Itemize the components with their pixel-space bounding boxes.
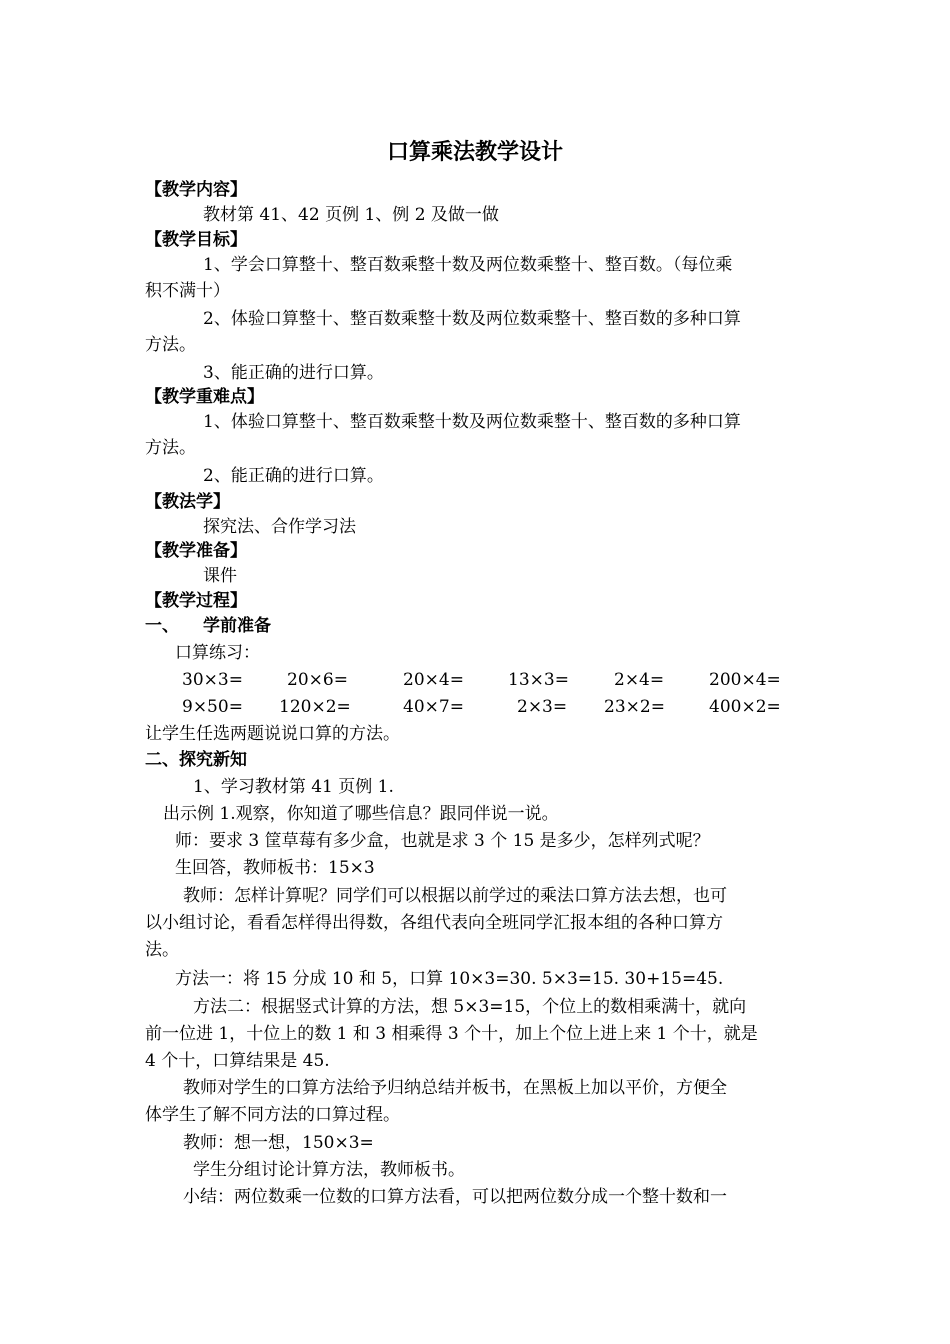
oral-item: 30×3=	[182, 670, 243, 690]
section-heading-process: 【教学过程】	[145, 591, 247, 611]
paragraph: 教师对学生的口算方法给予归纳总结并板书，在黑板上加以平价，方便全	[183, 1078, 727, 1098]
paragraph: 法。	[145, 940, 179, 960]
goal-2-line-2: 方法。	[145, 335, 196, 355]
oral-note: 让学生任选两题说说口算的方法。	[145, 724, 400, 744]
paragraph: 以小组讨论，看看怎样得出得数，各组代表向全班同学汇报本组的各种口算方	[145, 913, 723, 933]
paragraph: 师：要求 3 筐草莓有多少盒，也就是求 3 个 15 是多少，怎样列式呢？	[175, 831, 710, 851]
paragraph: 出示例 1.观察，你知道了哪些信息？跟同伴说一说。	[163, 804, 559, 824]
paragraph: 学生分组讨论计算方法，教师板书。	[193, 1160, 465, 1180]
oral-practice-label: 口算练习：	[175, 643, 260, 663]
section-heading-goals: 【教学目标】	[145, 230, 247, 250]
goal-2-line-1: 2、体验口算整十、整百数乘整十数及两位数乘整十、整百数的多种口算	[203, 309, 741, 329]
paragraph: 生回答，教师板书：15×3	[175, 858, 375, 878]
paragraph: 小结：两位数乘一位数的口算方法看，可以把两位数分成一个整十数和一	[183, 1187, 727, 1207]
oral-item: 9×50=	[182, 697, 243, 717]
section-heading-key-points: 【教学重难点】	[145, 387, 264, 407]
paragraph: 1、学习教材第 41 页例 1.	[193, 777, 394, 797]
oral-item: 2×3=	[517, 697, 568, 717]
goal-3: 3、能正确的进行口算。	[203, 363, 384, 383]
oral-item: 2×4=	[614, 670, 665, 690]
paragraph: 前一位进 1，十位上的数 1 和 3 相乘得 3 个十，加上个位上进上来 1 个十，就是	[145, 1024, 758, 1044]
key-2: 2、能正确的进行口算。	[203, 466, 384, 486]
paragraph: 教师：怎样计算呢？同学们可以根据以前学过的乘法口算方法去想，也可	[183, 886, 727, 906]
oral-item: 120×2=	[279, 697, 351, 717]
goal-1-line-1: 1、学会口算整十、整百数乘整十数及两位数乘整十、整百数。（每位乘	[203, 255, 733, 275]
oral-item: 23×2=	[604, 697, 665, 717]
paragraph: 4 个十，口算结果是 45.	[145, 1051, 330, 1071]
key-1-line-2: 方法。	[145, 438, 196, 458]
goal-1-line-2: 积不满十）	[145, 281, 230, 301]
oral-item: 20×6=	[287, 670, 348, 690]
section-heading-content: 【教学内容】	[145, 180, 247, 200]
part-1-number: 一、	[145, 616, 179, 636]
content-text: 教材第 41、42 页例 1、例 2 及做一做	[203, 205, 499, 225]
preparation-text: 课件	[203, 566, 237, 586]
key-1-line-1: 1、体验口算整十、整百数乘整十数及两位数乘整十、整百数的多种口算	[203, 412, 741, 432]
oral-item: 20×4=	[403, 670, 464, 690]
paragraph: 体学生了解不同方法的口算过程。	[145, 1105, 400, 1125]
paragraph: 方法一：将 15 分成 10 和 5，口算 10×3=30. 5×3=15. 30+15=45.	[175, 969, 724, 989]
paragraph: 方法二：根据竖式计算的方法，想 5×3=15，个位上的数相乘满十，就向	[193, 997, 747, 1017]
document-title: 口算乘法教学设计	[386, 140, 563, 165]
part-2-title: 二、探究新知	[145, 750, 247, 770]
part-1-title: 学前准备	[203, 616, 271, 636]
oral-item: 13×3=	[508, 670, 569, 690]
oral-item: 400×2=	[709, 697, 781, 717]
oral-item: 200×4=	[709, 670, 781, 690]
section-heading-preparation: 【教学准备】	[145, 541, 247, 561]
paragraph: 教师：想一想，150×3=	[183, 1133, 374, 1153]
oral-item: 40×7=	[403, 697, 464, 717]
method-text: 探究法、合作学习法	[203, 517, 356, 537]
section-heading-method: 【教法学】	[145, 492, 230, 512]
